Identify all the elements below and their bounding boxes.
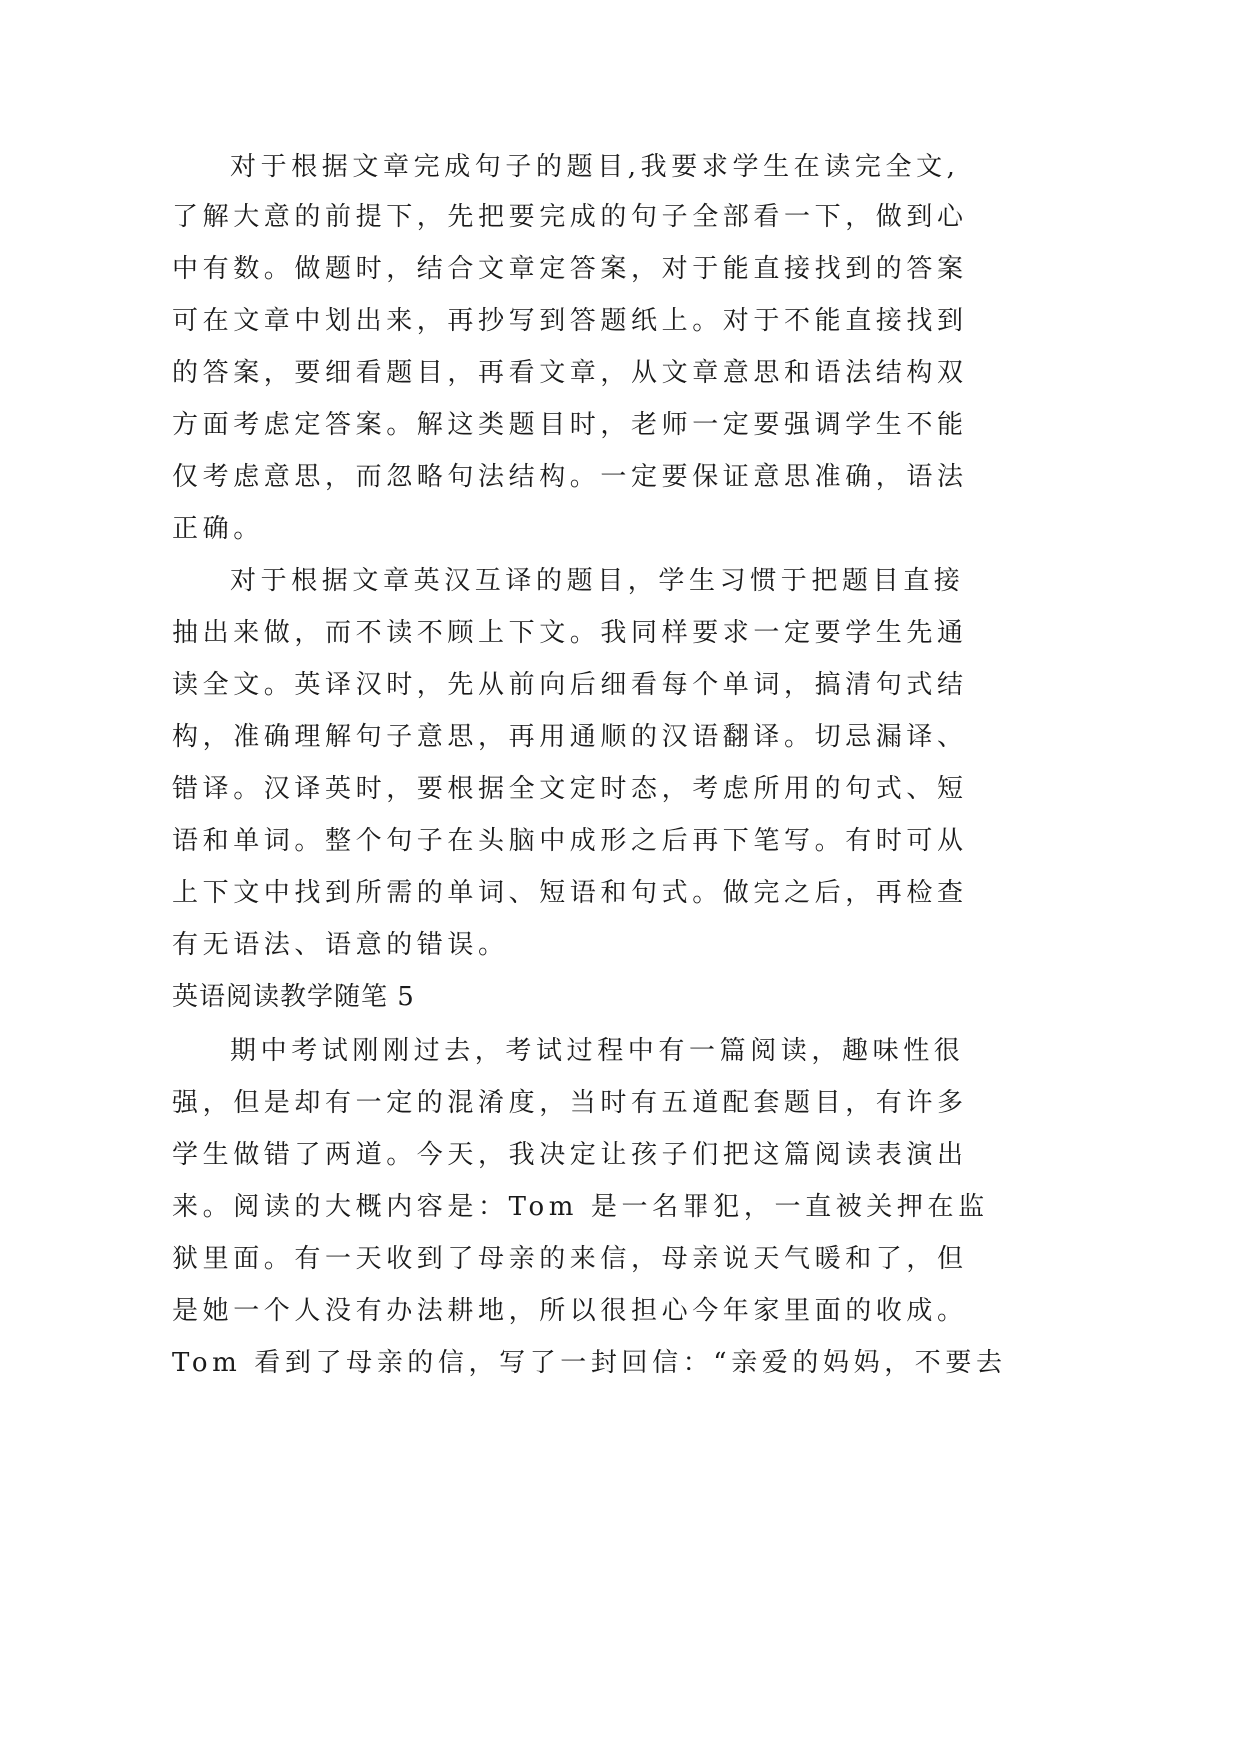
paragraph-1-line-7: 仅考虑意思，而忽略句法结构。一定要保证意思准确，语法 — [172, 462, 968, 492]
paragraph-1-line-6: 方面考虑定答案。解这类题目时，老师一定要强调学生不能 — [172, 410, 968, 440]
section-heading: 英语阅读教学随笔 5 — [172, 982, 415, 1012]
paragraph-2-line-6: 语和单词。整个句子在头脑中成形之后再下笔写。有时可从 — [172, 826, 968, 856]
paragraph-1-line-1: 对于根据文章完成句子的题目,我要求学生在读完全文, — [230, 152, 960, 182]
paragraph-3-line-3: 学生做错了两道。今天，我决定让孩子们把这篇阅读表演出 — [172, 1140, 968, 1170]
paragraph-3-line-4: 来。阅读的大概内容是：Tom 是一名罪犯，一直被关押在监 — [172, 1192, 989, 1222]
paragraph-1-line-5: 的答案，要细看题目，再看文章，从文章意思和语法结构双 — [172, 358, 968, 388]
paragraph-2-line-8: 有无语法、语意的错误。 — [172, 930, 509, 960]
paragraph-2-line-1: 对于根据文章英汉互译的题目，学生习惯于把题目直接 — [230, 566, 965, 596]
paragraph-2-line-3: 读全文。英译汉时，先从前向后细看每个单词，搞清句式结 — [172, 670, 968, 700]
paragraph-3-line-1: 期中考试刚刚过去，考试过程中有一篇阅读，趣味性很 — [230, 1036, 965, 1066]
paragraph-2-line-5: 错译。汉译英时，要根据全文定时态，考虑所用的句式、短 — [172, 774, 968, 804]
paragraph-3-line-7: Tom 看到了母亲的信，写了一封回信：“亲爱的妈妈，不要去 — [172, 1348, 1007, 1378]
paragraph-1-line-2: 了解大意的前提下，先把要完成的句子全部看一下，做到心 — [172, 202, 968, 232]
paragraph-2-line-4: 构，准确理解句子意思，再用通顺的汉语翻译。切忌漏译、 — [172, 722, 968, 752]
paragraph-1-line-3: 中有数。做题时，结合文章定答案，对于能直接找到的答案 — [172, 254, 968, 284]
paragraph-3-line-2: 强，但是却有一定的混淆度，当时有五道配套题目，有许多 — [172, 1088, 968, 1118]
paragraph-2-line-2: 抽出来做，而不读不顾上下文。我同样要求一定要学生先通 — [172, 618, 968, 648]
paragraph-2-line-7: 上下文中找到所需的单词、短语和句式。做完之后，再检查 — [172, 878, 968, 908]
paragraph-3-line-5: 狱里面。有一天收到了母亲的来信，母亲说天气暖和了，但 — [172, 1244, 968, 1274]
paragraph-1-line-8: 正确。 — [172, 514, 264, 544]
paragraph-1-line-4: 可在文章中划出来，再抄写到答题纸上。对于不能直接找到 — [172, 306, 968, 336]
paragraph-3-line-6: 是她一个人没有办法耕地，所以很担心今年家里面的收成。 — [172, 1296, 968, 1326]
